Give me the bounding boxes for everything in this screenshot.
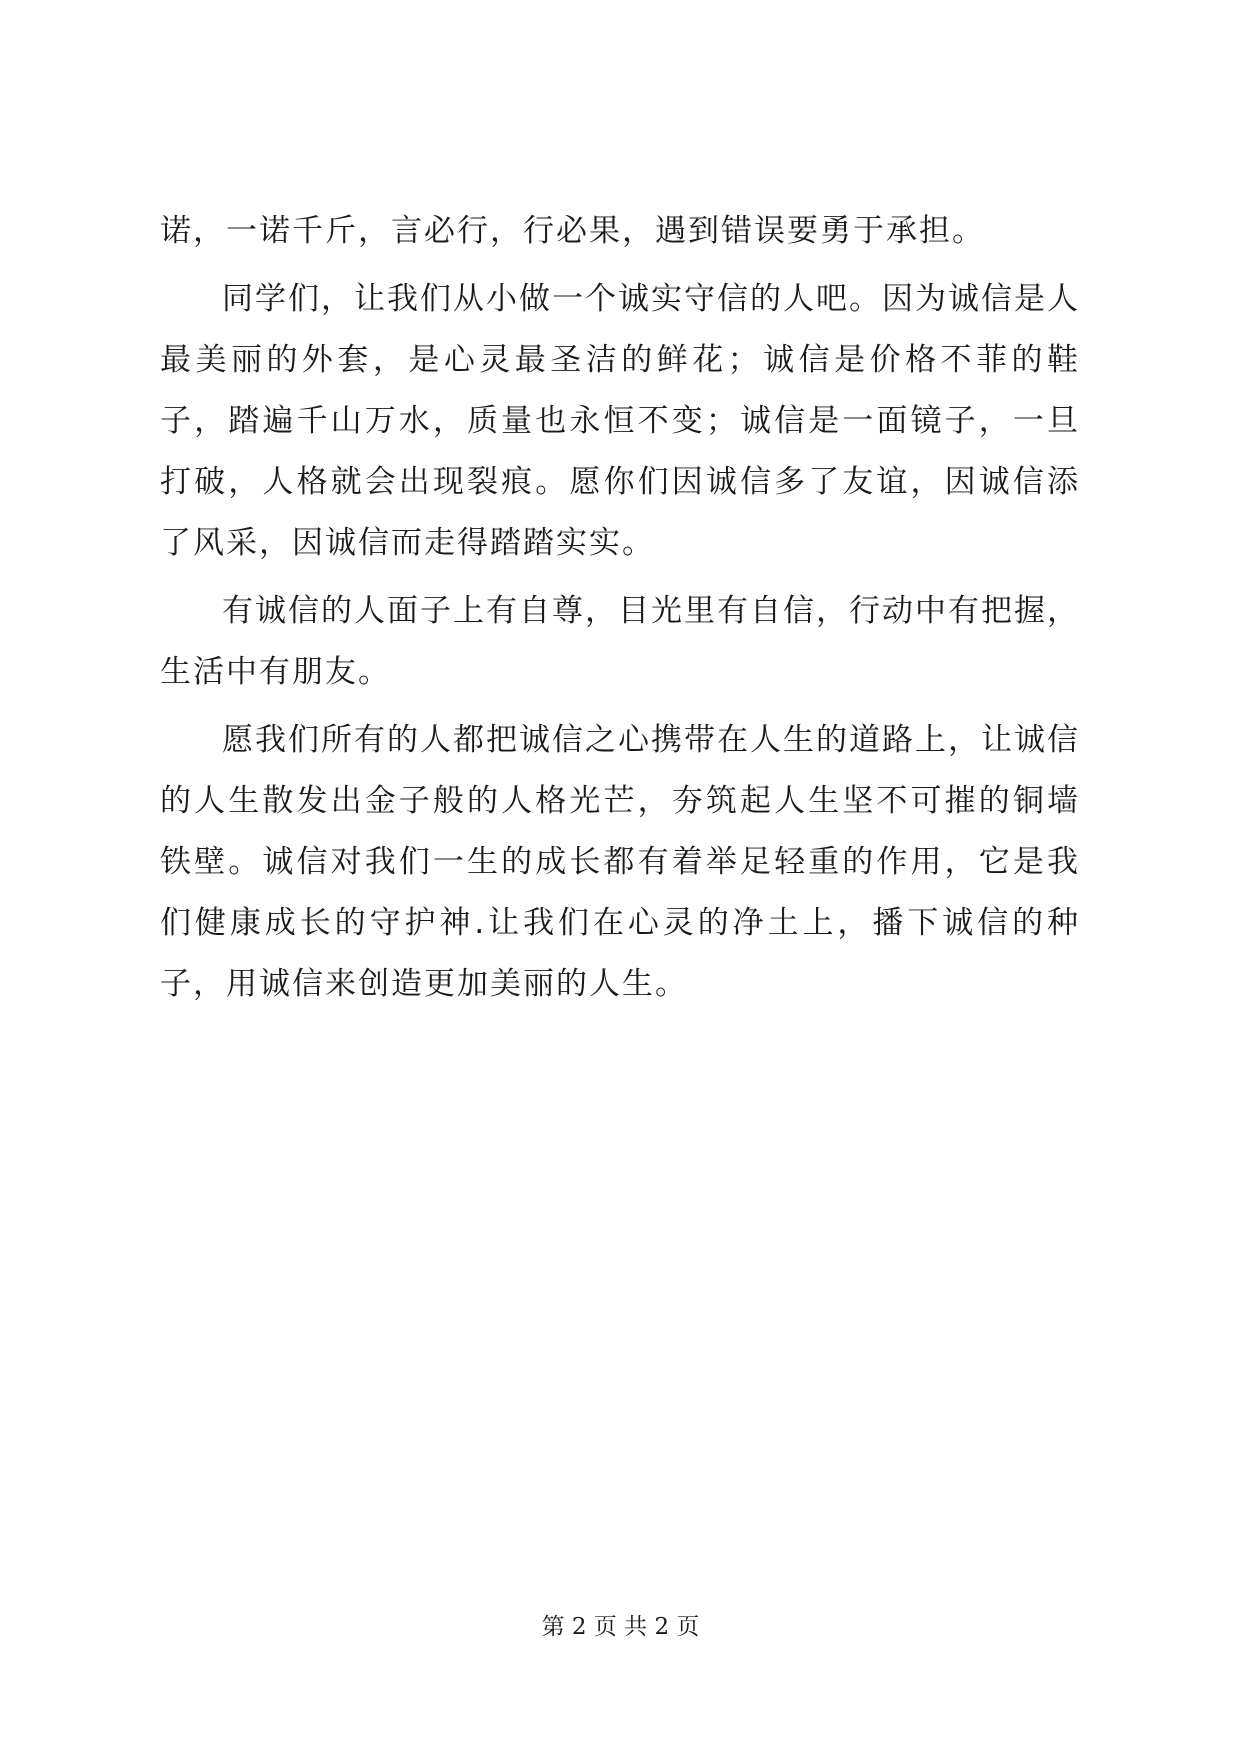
paragraph-continued: 诺，一诺千斤，言必行，行必果，遇到错误要勇于承担。 (160, 213, 985, 249)
paragraph-closing: 愿我们所有的人都把诚信之心携带在人生的道路上，让诚信的人生散发出金子般的人格光芒，夯筑起人生坚不可摧的铜墙铁壁。诚信对我们一生的成长都有着举足轻重的作用，它是我们健康成长的守护神.让我们在心灵的净土上，播下诚信的种子，用诚信来创造更加美丽的人生。 (160, 722, 1080, 1002)
paragraph-classmates: 同学们，让我们从小做一个诚实守信的人吧。因为诚信是人最美丽的外套，是心灵最圣洁的鲜花；诚信是价格不菲的鞋子，踏遍千山万水，质量也永恒不变；诚信是一面镜子，一旦打破，人格就会出现裂痕。愿你们因诚信多了友谊，因诚信添了风采，因诚信而走得踏踏实实。 (160, 281, 1080, 561)
paragraph-integrity-person: 有诚信的人面子上有自尊，目光里有自信，行动中有把握，生活中有朋友。 (160, 593, 1080, 690)
document-body (160, 201, 1080, 1015)
page-footer: 第 2 页 共 2 页 (541, 1614, 700, 1640)
